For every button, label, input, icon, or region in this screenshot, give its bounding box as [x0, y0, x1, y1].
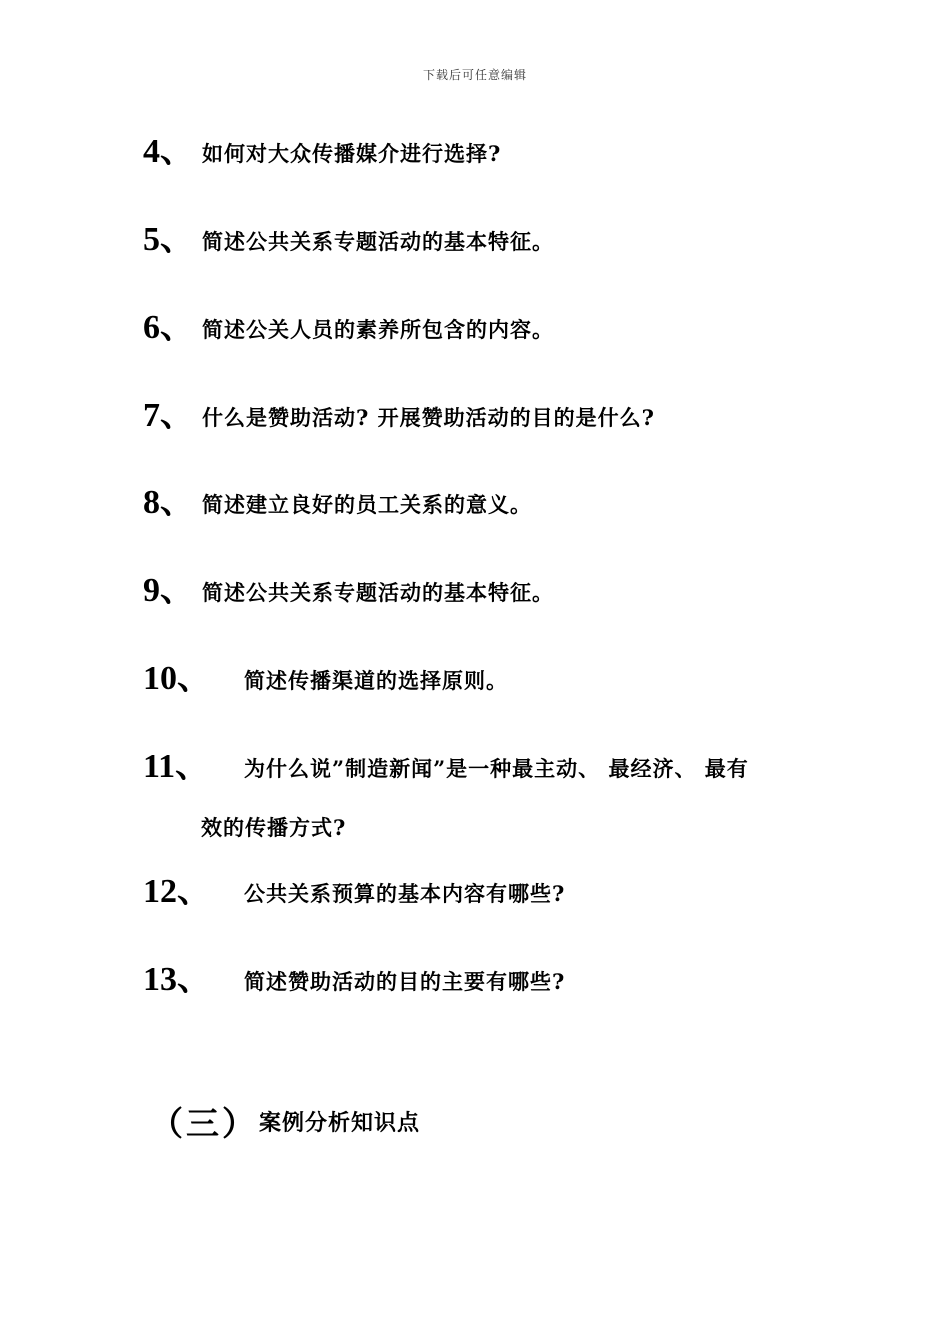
section-number: （三） [150, 1104, 258, 1143]
question-text-continued: 效的传播方式? [201, 815, 347, 840]
question-text: 简述赞助活动的目的主要有哪些? [244, 969, 566, 994]
question-text: 公共关系预算的基本内容有哪些? [244, 881, 566, 906]
question-text: 如何对大众传播媒介进行选择? [202, 141, 502, 166]
question-text: 为什么说”制造新闻”是一种最主动、 最经济、 最有 [244, 756, 749, 781]
question-number: 6、 [143, 309, 194, 346]
page-header: 下载后可任意编辑 [422, 68, 527, 82]
question-text: 简述建立良好的员工关系的意义。 [202, 492, 532, 517]
question-number: 10、 [143, 660, 211, 697]
question-number: 12、 [143, 873, 211, 910]
question-text: 简述公共关系专题活动的基本特征。 [202, 580, 554, 605]
question-number: 7、 [143, 397, 194, 434]
question-text: 简述公共关系专题活动的基本特征。 [202, 229, 554, 254]
question-number: 13、 [143, 961, 211, 998]
question-number: 4、 [143, 133, 194, 170]
question-text: 什么是赞助活动? 开展赞助活动的目的是什么? [202, 405, 655, 430]
question-text: 简述传播渠道的选择原则。 [244, 668, 508, 693]
question-number: 5、 [143, 221, 194, 258]
question-number: 11、 [143, 748, 210, 785]
question-text: 简述公关人员的素养所包含的内容。 [202, 317, 554, 342]
question-number: 9、 [143, 572, 194, 609]
section-title: 案例分析知识点 [259, 1110, 421, 1136]
section-heading [150, 1098, 421, 1145]
question-number: 8、 [143, 484, 194, 521]
